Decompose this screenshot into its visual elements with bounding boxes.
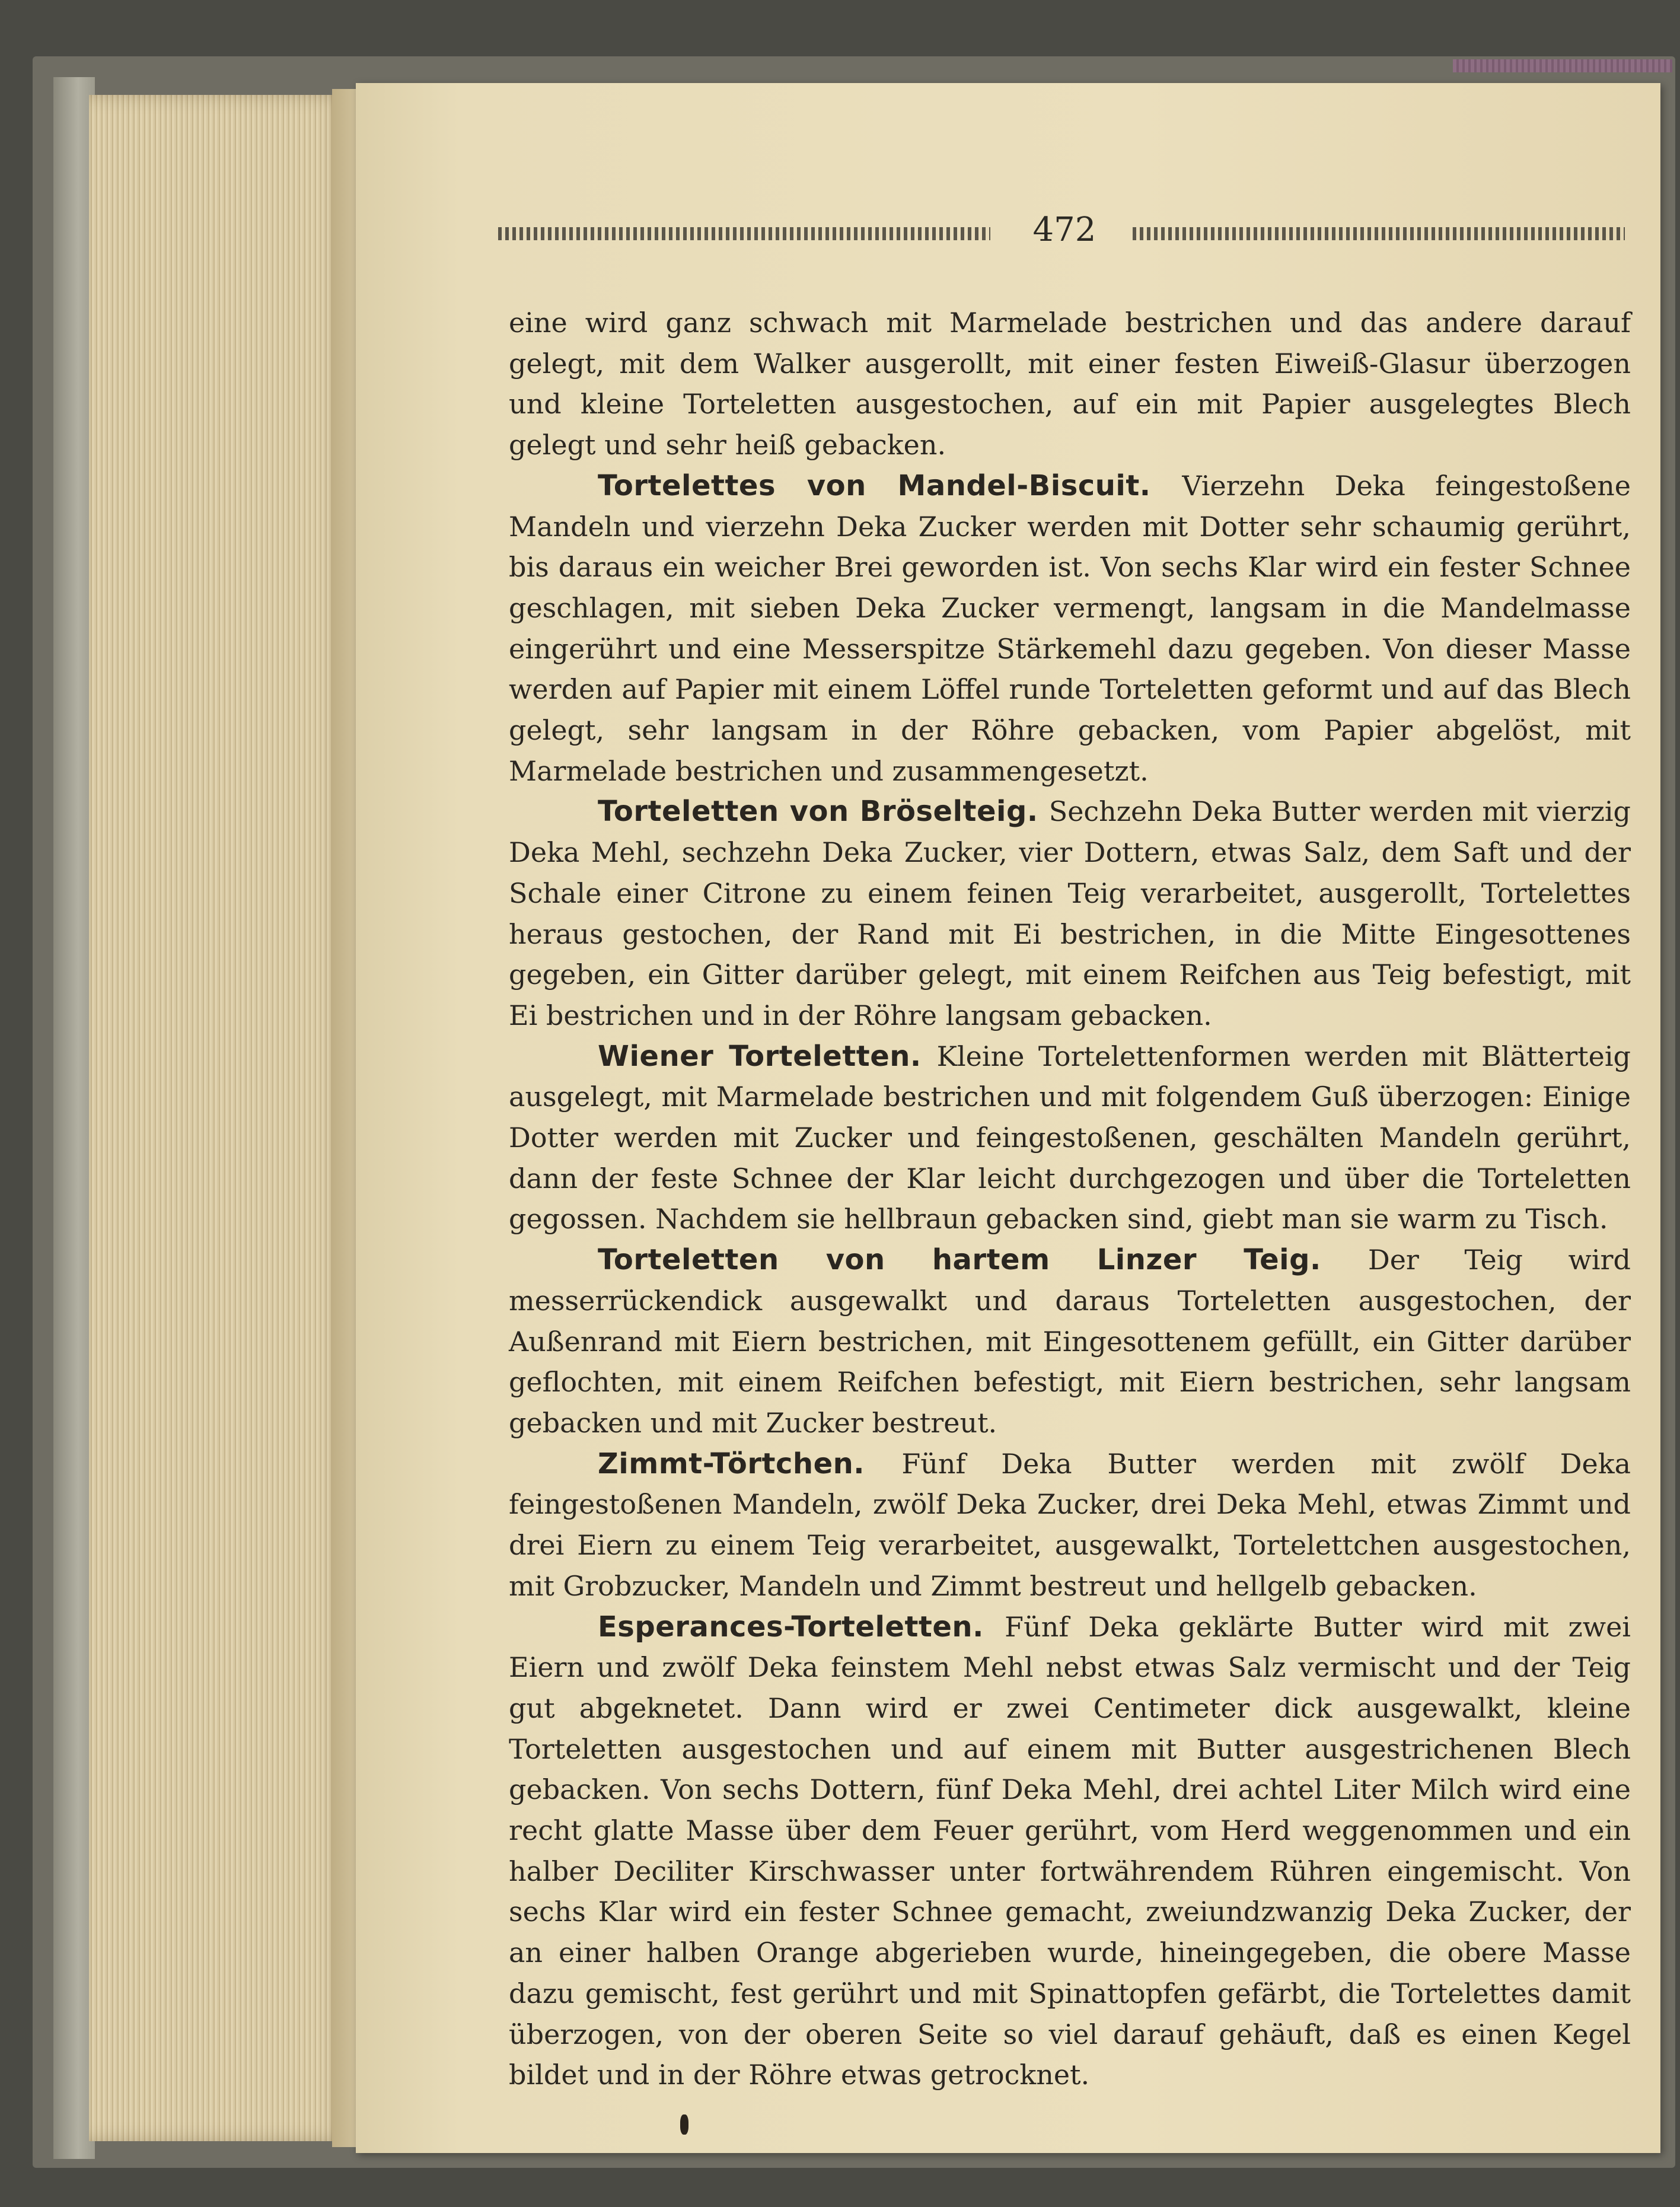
header-ornament-right xyxy=(1133,227,1625,240)
recipe-paragraph xyxy=(509,1036,1631,1240)
recipe-paragraph xyxy=(509,466,1631,792)
recipe-paragraph xyxy=(509,791,1631,1036)
recipe-text: Sechzehn Deka Butter werden mit vierzig Deka Mehl, sechzehn Deka Zucker, vier Dottern, etwas Salz, dem Saft und der Schale einer Citrone zu einem feinen Teig verarbeitet, ausgerollt, Tortelettes heraus gestochen, der Rand mit Ei bestrichen, in die Mitte Eingesottenes gegeben, ein Gitter darüber gelegt, mit einem Reifchen aus Teig befestigt, mit Ei bestrichen und in der Röhre langsam gebacken. xyxy=(509,795,1631,1031)
ink-mark xyxy=(680,2114,688,2135)
cover-bookmark-strip xyxy=(1453,59,1672,72)
recipe-paragraph xyxy=(509,1607,1631,2095)
recipe-text: Fünf Deka geklärte Butter wird mit zwei Eiern und zwölf Deka feinstem Mehl nebst etwas Salz vermischt und der Teig gut abgeknetet. Dann wird er zwei Centimeter dick ausgewalkt, kleine Torteletten ausgestochen und auf einem mit Butter ausgestrichenen Blech gebacken. Von sechs Dottern, fünf Deka Mehl, drei achtel Liter Milch wird eine recht glatte Masse über dem Feuer gerührt, vom Herd weggenommen und ein halber Deciliter Kirschwasser unter fortwährendem Rühren eingemischt. Von sechs Klar wird ein fester Schnee gemacht, zweiundzwanzig Deka Zucker, der an einer halben Orange abgerieben wurde, hineingegeben, die obere Masse dazu gemischt, fest gerührt und mit Spinattopfen gefärbt, die Tortelettes damit überzogen, von der oberen Seite so viel darauf gehäuft, daß es einen Kegel bildet und in der Röhre etwas getrocknet. xyxy=(509,1610,1631,2091)
recipe-heading: Zimmt-Törtchen. xyxy=(598,1447,902,1480)
recipe-heading: Wiener Torteletten. xyxy=(598,1039,937,1073)
page-stack-edges xyxy=(89,95,350,2141)
paragraph-continuation xyxy=(509,302,1631,466)
recipe-heading: Torteletten von hartem Linzer Teig. xyxy=(598,1243,1368,1277)
recipe-heading: Torteletten von Bröselteig. xyxy=(598,795,1049,829)
page-body-text xyxy=(509,302,1631,2095)
recipe-paragraph xyxy=(509,1240,1631,1444)
page-header xyxy=(498,211,1625,258)
page-number: 472 xyxy=(1032,211,1096,249)
recipe-text: Der Teig wird messerrückendick ausgewalkt und daraus Torteletten ausgestochen, der Außenrand mit Eiern bestrichen, mit Eingesottenem gefüllt, ein Gitter darüber geflochten, mit einem Reifchen befestigt, mit Eiern bestrichen, sehr langsam gebacken und mit Zucker bestreut. xyxy=(509,1244,1631,1439)
recipe-heading: Tortelettes von Mandel-Biscuit. xyxy=(598,469,1182,502)
paragraph-text: eine wird ganz schwach mit Marmelade bestrichen und das andere darauf gelegt, mit dem Walker ausgerollt, mit einer festen Eiweiß-Glasur überzogen und kleine Torteletten ausgestochen, auf ein mit Papier ausgelegtes Blech gelegt und sehr heiß gebacken. xyxy=(509,307,1631,461)
recipe-paragraph xyxy=(509,1444,1631,1607)
recipe-heading: Esperances-Torteletten. xyxy=(598,1610,1005,1644)
recipe-text: Kleine Tortelettenformen werden mit Blätterteig ausgelegt, mit Marmelade bestrichen und mit folgendem Guß überzogen: Einige Dotter werden mit Zucker und feingestoßenen, geschälten Mandeln gerührt, dann der feste Schnee der Klar leicht durchgezogen und über die Torteletten gegossen. Nachdem sie hellbraun gebacken sind, giebt man sie warm zu Tisch. xyxy=(509,1040,1631,1235)
header-ornament-left xyxy=(498,227,990,240)
recipe-text: Vierzehn Deka feingestoßene Mandeln und vierzehn Deka Zucker werden mit Dotter sehr schaumig gerührt, bis daraus ein weicher Brei geworden ist. Von sechs Klar wird ein fester Schnee geschlagen, mit sieben Deka Zucker vermengt, langsam in die Mandelmasse eingerührt und eine Messerspitze Stärkemehl dazu gegeben. Von dieser Masse werden auf Papier mit einem Löffel runde Torteletten geformt und auf das Blech gelegt, sehr langsam in der Röhre gebacken, vom Papier abgelöst, mit Marmelade bestrichen und zusammengesetzt. xyxy=(509,469,1631,787)
recipe-text: Fünf Deka Butter werden mit zwölf Deka feingestoßenen Mandeln, zwölf Deka Zucker, drei Deka Mehl, etwas Zimmt und drei Eiern zu einem Teig verarbeitet, ausgewalkt, Tortelettchen ausgestochen, mit Grobzucker, Mandeln und Zimmt bestreut und hellgelb gebacken. xyxy=(509,1447,1631,1602)
